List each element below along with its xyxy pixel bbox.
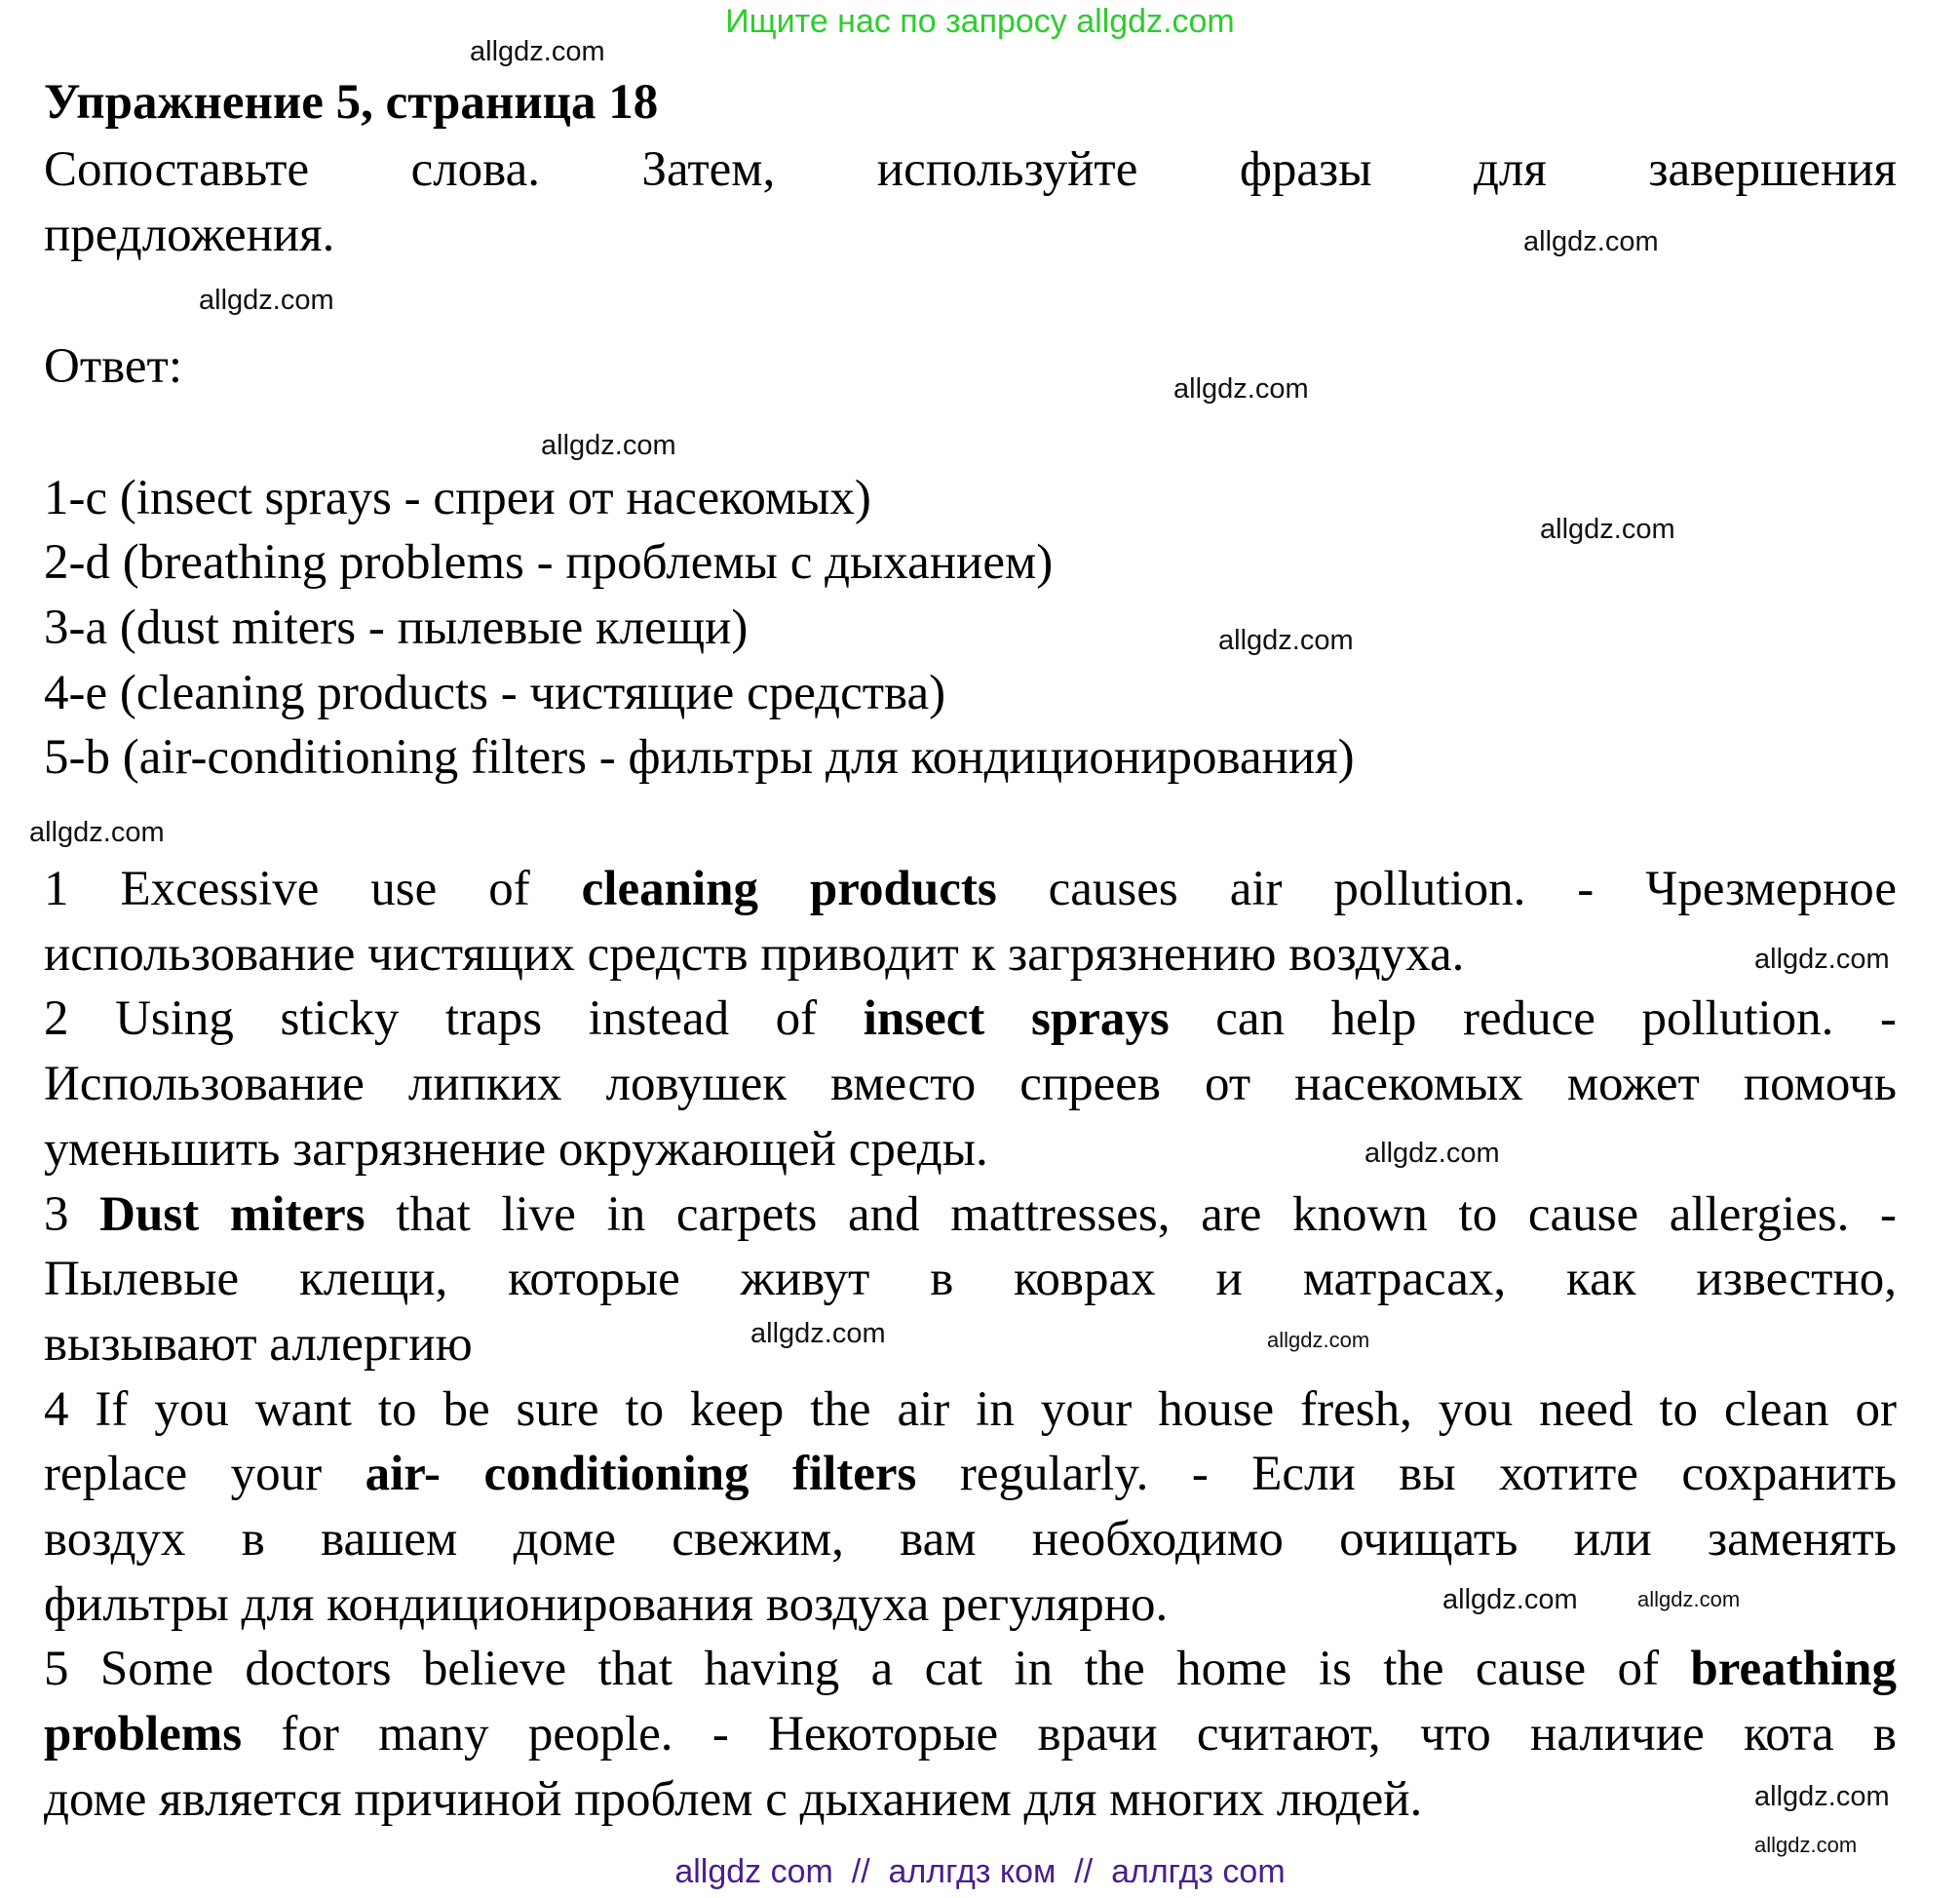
sentence-text: 1 Excessive use of [44, 862, 582, 916]
page-title: Упражнение 5, страница 18 [44, 75, 659, 130]
highlighted-phrase: breathing [1690, 1642, 1897, 1697]
sentence-line [44, 1247, 1897, 1311]
watermark: allgdz.com [1754, 1833, 1858, 1857]
sentence-text: фильтры для кондиционирования воздуха регулярно. [44, 1576, 1169, 1632]
sentence-line [44, 1182, 1897, 1247]
watermark: allgdz.com [1218, 625, 1354, 656]
watermark: allgdz.com [1540, 514, 1675, 545]
sentence-text: Пылевые клещи, которые живут в коврах и матрасах, как известно, [44, 1252, 1897, 1307]
sentence-line [44, 1767, 1897, 1832]
answer-label: Ответ: [44, 339, 182, 394]
sentence-line [44, 1377, 1897, 1442]
watermark: allgdz.com [1364, 1138, 1500, 1169]
promo-header: Ищите нас по запросу allgdz.com [725, 3, 1235, 40]
sentence-text: 2 Using sticky traps instead of [44, 991, 864, 1047]
watermark: allgdz.com [199, 285, 334, 316]
sentence-text: использование чистящих средств приводит к загрязнению воздуха. [44, 926, 1465, 982]
watermark: allgdz.com [541, 430, 676, 461]
sentence-text: regularly. - Если вы хотите сохранить [916, 1447, 1898, 1502]
sentence-text: уменьшить загрязнение окружающей среды. [44, 1121, 988, 1177]
sentence-text: 4 If you want to be sure to keep the air in your house fresh, you need to clean or [44, 1381, 1897, 1437]
sentence-text: вызывают аллергию [44, 1316, 473, 1372]
watermark: allgdz.com [1442, 1584, 1578, 1615]
watermark: allgdz.com [29, 817, 165, 848]
watermark: allgdz.com [1754, 944, 1890, 975]
sentence-text: Использование липких ловушек вместо спреев от насекомых может помочь [44, 1057, 1897, 1112]
sentence-line [44, 1312, 1897, 1376]
match-item: 2-d (breathing problems - проблемы с дыханием) [44, 535, 1054, 590]
watermark: allgdz.com [1754, 1781, 1890, 1812]
watermark: allgdz.com [1637, 1587, 1741, 1611]
sentence-text: 5 Some doctors believe that having a cat in the home is the cause of [44, 1642, 1691, 1697]
sentence-text: replace your [44, 1447, 365, 1502]
sentence-line [44, 922, 1897, 987]
task-line: Сопоставьте слова. Затем, используйте фразы для завершения [44, 142, 1897, 197]
highlighted-phrase: problems [44, 1707, 243, 1762]
sentence-text: 3 [44, 1186, 100, 1242]
sentence-text: causes air pollution. - Чрезмерное [996, 862, 1897, 916]
sentence-line [44, 857, 1897, 921]
sentence-text: доме является причиной проблем с дыханием для многих людей. [44, 1771, 1423, 1827]
sentence-line [44, 987, 1897, 1051]
highlighted-phrase: insect sprays [863, 991, 1170, 1047]
sentence-line [44, 1052, 1897, 1116]
sentence-line [44, 1117, 1897, 1181]
sentence-text: for many people. - Некоторые врачи считают, что наличие кота в [242, 1707, 1897, 1762]
highlighted-phrase: cleaning products [581, 862, 997, 916]
task-line: предложения. [44, 208, 335, 262]
watermark: allgdz.com [1173, 373, 1309, 405]
sentence-line [44, 1702, 1897, 1766]
watermark: allgdz.com [1267, 1328, 1370, 1352]
sentence-line [44, 1637, 1897, 1701]
sentence-line [44, 1572, 1897, 1637]
sentence-text: that live in carpets and mattresses, are known to cause allergies. - [365, 1186, 1898, 1242]
watermark: allgdz.com [1523, 226, 1659, 257]
watermark: allgdz.com [750, 1318, 886, 1349]
match-item: 1-c (insect sprays - спреи от насекомых) [44, 471, 871, 525]
footer-links: allgdz com // аллгдз ком // аллгдз com [674, 1853, 1286, 1890]
sentence-text: can help reduce pollution. - [1169, 991, 1897, 1047]
match-item: 5-b (air-conditioning filters - фильтры для кондиционирования) [44, 730, 1355, 785]
highlighted-phrase: Dust miters [99, 1186, 365, 1242]
match-item: 3-a (dust miters - пылевые клещи) [44, 600, 749, 655]
match-item: 4-e (cleaning products - чистящие средства) [44, 666, 946, 720]
sentence-line [44, 1442, 1897, 1506]
sentence-text: воздух в вашем доме свежим, вам необходимо очищать или заменять [44, 1512, 1897, 1567]
sentence-line [44, 1507, 1897, 1571]
watermark: allgdz.com [470, 36, 605, 67]
highlighted-phrase: air- conditioning filters [365, 1447, 917, 1502]
